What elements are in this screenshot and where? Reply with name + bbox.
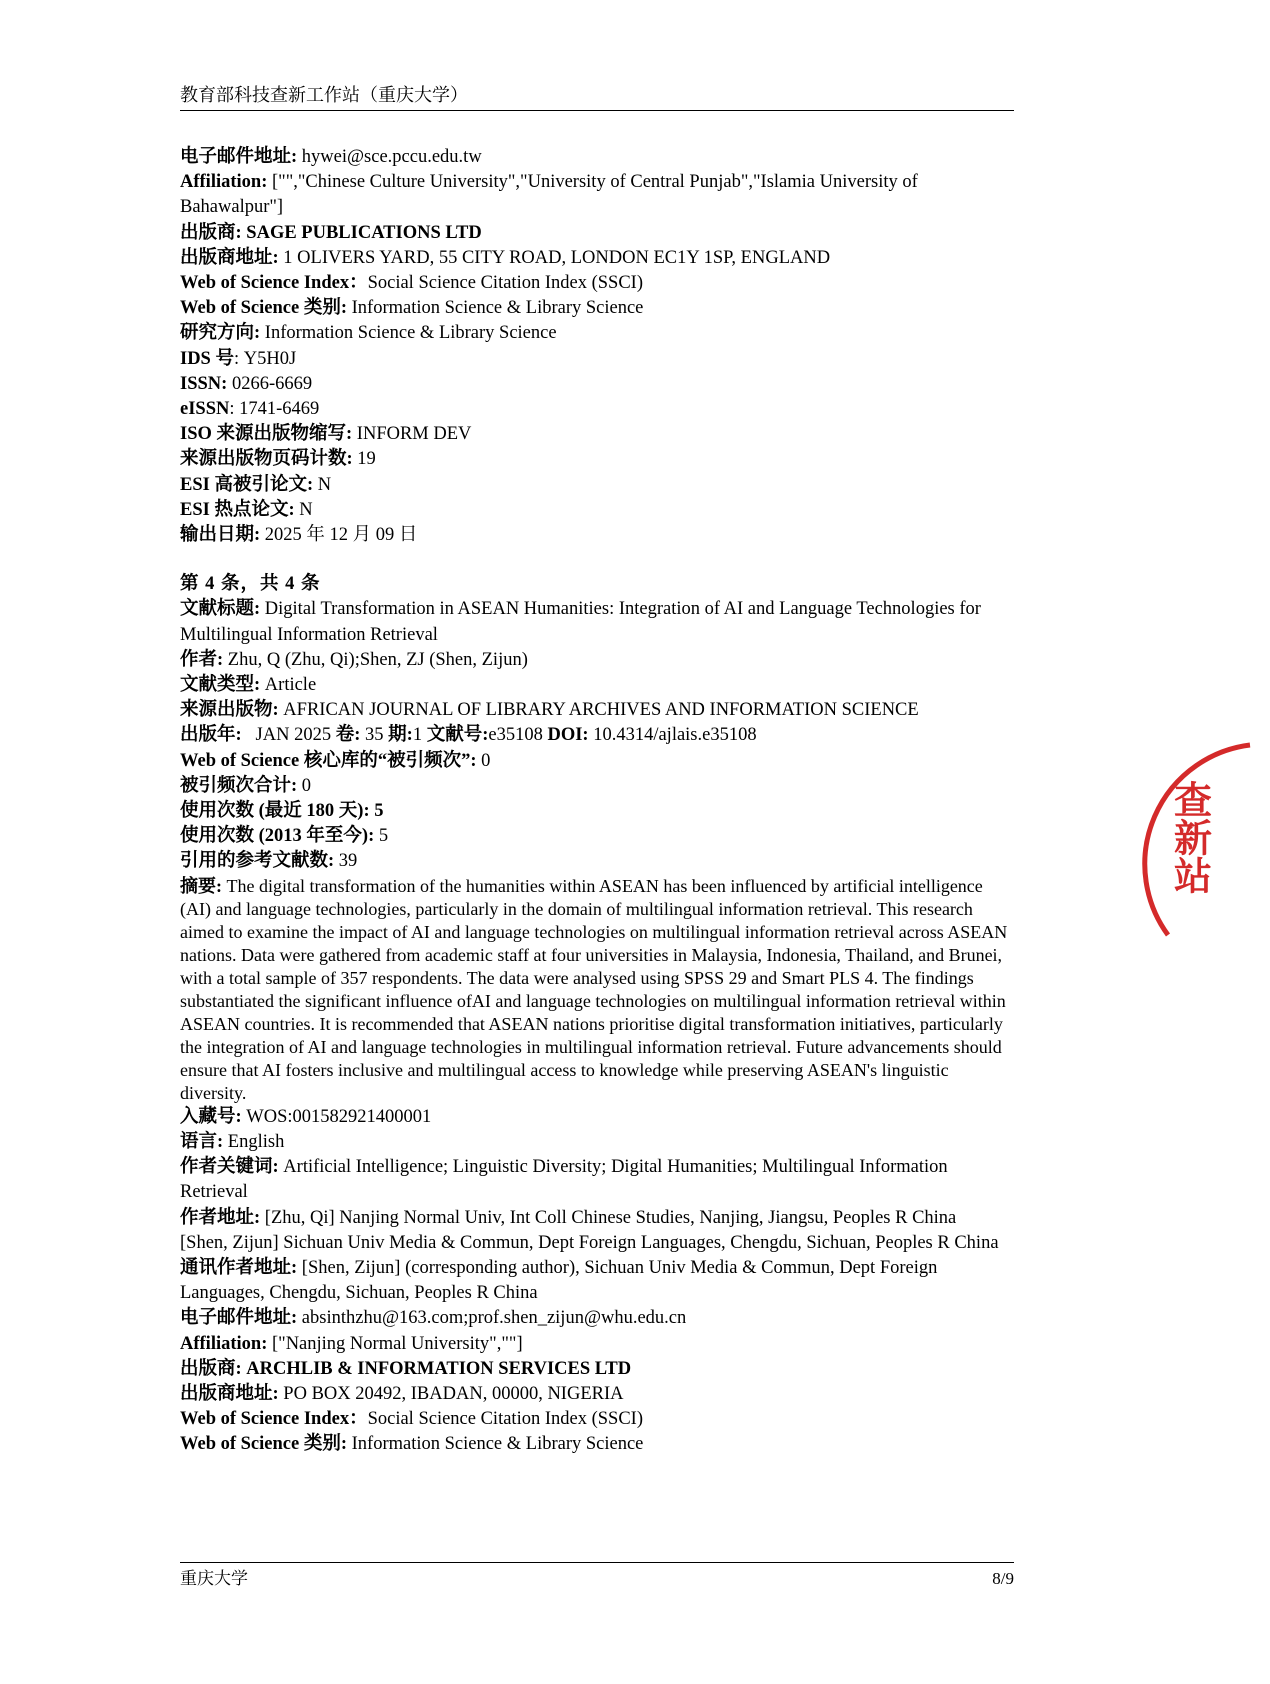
total-cites-line (180, 774, 1010, 799)
volume: 35 (365, 725, 384, 746)
wos-category-line (180, 1432, 1010, 1457)
prev-research-area-label: 研究方向: (180, 323, 261, 344)
keywords: Artificial Intelligence; Linguistic Diversity; Digital Humanities; Multilingual Information Retrieval (180, 1157, 948, 1203)
prev-email-label: 电子邮件地址: (180, 147, 298, 167)
prev-esi-hot: N (299, 499, 313, 520)
prev-export-date-label: 输出日期: (180, 525, 261, 546)
prev-export-date: 2025 年 12 月 09 日 (264, 525, 418, 546)
language-label: 语言: (180, 1131, 224, 1152)
prev-affiliation-line (180, 170, 1010, 220)
email-label: 电子邮件地址: (180, 1308, 298, 1329)
prev-esi-highly-cited-label: ESI 高被引论文: (180, 474, 314, 495)
prev-pages-line (180, 447, 1010, 472)
abstract-label: 摘要: (180, 875, 222, 896)
document-body (180, 145, 1010, 1458)
issue: 1 (412, 725, 423, 746)
footer-org: 重庆大学 (180, 1569, 248, 1588)
corr-line (180, 1256, 1010, 1306)
page-footer (180, 1562, 1014, 1590)
wos-cites-line (180, 749, 1010, 774)
source: AFRICAN JOURNAL OF LIBRARY ARCHIVES AND INFORMATION SCIENCE (283, 700, 919, 721)
pubinfo-line (180, 723, 1010, 748)
refs-label: 引用的参考文献数: (180, 851, 335, 872)
refs: 39 (338, 851, 358, 872)
abstract-text: The digital transformation of the humanities within ASEAN has been influenced by artificial intelligence (AI) and language technologies, particularly in the domain of multilingual information retrieval. This research aimed to examine the impact of AI and language technologies on multilingual information retrieval across ASEAN nations. Data were gathered from academic staff at four universities in Malaysia, Indonesia, Thailand, and Brunei, with a total sample of 357 respondents. The data were analysed using SPSS 29 and Smart PLS 4. The findings substantiated the significant influence ofAI and language technologies on multilingual information retrieval within ASEAN countries. It is recommended that ASEAN nations prioritise digital transformation initiatives, particularly the integration of AI and language technologies in multilingual information retrieval. Future advancements should ensure that AI fosters inclusive and multilingual access to knowledge while preserving ASEAN's linguistic diversity. (180, 875, 1008, 1103)
prev-ids-label: IDS 号 (180, 348, 234, 369)
wos-index-line (180, 1407, 1010, 1432)
prev-publisher-label: 出版商: (180, 222, 242, 243)
prev-pages-label: 来源出版物页码计数: (180, 449, 353, 470)
article-no: e35108 (488, 725, 543, 746)
prev-esi-highly-cited: N (317, 474, 332, 495)
usage-180: 5 (374, 801, 384, 822)
prev-publisher-address: 1 OLIVERS YARD, 55 CITY ROAD, LONDON EC1Y 1SP, ENGLAND (283, 247, 831, 268)
affiliation-label: Affiliation: (180, 1333, 268, 1354)
prev-iso-label: ISO 来源出版物缩写: (180, 424, 353, 445)
prev-eissn-label: eISSN (180, 399, 230, 420)
address-2: [Shen, Zijun] Sichuan Univ Media & Commun, Dept Foreign Languages, Chengdu, Sichuan, Peoples R China (180, 1232, 999, 1253)
wos-cites: 0 (481, 750, 491, 771)
prev-wos-category-label: Web of Science 类别: (180, 298, 347, 319)
abstract-line (180, 875, 1010, 1105)
corr-label: 通讯作者地址: (180, 1257, 298, 1278)
prev-issn: 0266-6669 (231, 373, 313, 394)
prev-iso: INFORM DEV (356, 424, 472, 445)
refs-line (180, 849, 1010, 874)
corr-address: [Shen, Zijun] (corresponding author), Sichuan Univ Media & Commun, Dept Foreign Languages, Chengdu, Sichuan, Peoples R China (180, 1257, 938, 1304)
address-label: 作者地址: (180, 1207, 261, 1228)
address-line-1 (180, 1206, 1010, 1231)
usage-2013: 5 (378, 826, 389, 847)
wos-category-label: Web of Science 类别: (180, 1434, 347, 1455)
prev-pages: 19 (357, 449, 376, 470)
address-1: [Zhu, Qi] Nanjing Normal Univ, Int Coll Chinese Studies, Nanjing, Jiangsu, Peoples R China (264, 1207, 957, 1228)
doc-type: Article (264, 675, 317, 696)
usage-2013-line (180, 824, 1010, 849)
header-title: 教育部科技查新工作站（重庆大学） (180, 85, 468, 105)
publisher-label: 出版商: (180, 1358, 242, 1379)
email: absinthzhu@163.com;prof.shen_zijun@whu.edu.cn (301, 1308, 687, 1329)
source-label: 来源出版物: (180, 700, 279, 721)
issue-label: 期: (388, 725, 413, 746)
page-header (180, 84, 1014, 111)
year-label: 出版年: (180, 725, 242, 746)
doc-type-line (180, 673, 1010, 698)
accession-line (180, 1105, 1010, 1130)
usage-180-line (180, 799, 1010, 824)
authors: Zhu, Q (Zhu, Qi);Shen, ZJ (Shen, Zijun) (227, 649, 528, 670)
year: JAN 2025 (255, 725, 332, 746)
prev-esi-hot-label: ESI 热点论文: (180, 499, 295, 520)
red-seal-stamp (1130, 740, 1270, 980)
stamp-text: 查新站 (1167, 780, 1213, 894)
total-cites-label: 被引频次合计: (180, 775, 298, 796)
doc-type-label: 文献类型: (180, 675, 261, 696)
prev-wos-index: Social Science Citation Index (SSCI) (367, 273, 643, 294)
affiliation: ["Nanjing Normal University",""] (271, 1333, 523, 1354)
prev-iso-line (180, 422, 1010, 447)
prev-publisher-address-label: 出版商地址: (180, 247, 279, 268)
prev-wos-index-label: Web of Science Index： (180, 273, 368, 294)
publisher-address-line (180, 1382, 1010, 1407)
wos-category: Information Science & Library Science (351, 1434, 644, 1455)
volume-label: 卷: (335, 725, 361, 746)
prev-esi-hot-line (180, 498, 1010, 523)
prev-publisher-line (180, 221, 1010, 246)
publisher-line (180, 1357, 1010, 1382)
prev-affiliation: ["","Chinese Culture University","University of Central Punjab","Islamia University of Bahawalpur"] (180, 172, 918, 218)
language-line (180, 1130, 1010, 1155)
source-line (180, 698, 1010, 723)
keywords-label: 作者关键词: (180, 1157, 279, 1178)
language: English (227, 1131, 285, 1152)
prev-research-area: Information Science & Library Science (264, 323, 557, 344)
wos-index-label: Web of Science Index： (180, 1409, 368, 1430)
prev-ids-line (180, 347, 1010, 372)
prev-ids: : Y5H0J (233, 348, 297, 369)
prev-issn-line (180, 372, 1010, 397)
doi: 10.4314/ajlais.e35108 (593, 725, 757, 746)
email-line (180, 1306, 1010, 1331)
article-no-label: 文献号: (426, 725, 489, 746)
article-title: Digital Transformation in ASEAN Humanities: Integration of AI and Language Technologies for Multilingual Information Retrieval (180, 599, 981, 645)
record-heading: 第 4 条，共 4 条 (180, 574, 321, 595)
wos-cites-label: Web of Science 核心库的“被引频次”: (180, 750, 477, 771)
prev-publisher: SAGE PUBLICATIONS LTD (246, 222, 482, 243)
usage-2013-label: 使用次数 (2013 年至今): (180, 826, 375, 847)
prev-esi-highly-cited-line (180, 473, 1010, 498)
prev-eissn-line (180, 397, 1010, 422)
affiliation-line (180, 1332, 1010, 1357)
prev-wos-category-line (180, 296, 1010, 321)
authors-line (180, 648, 1010, 673)
keywords-line (180, 1155, 1010, 1205)
publisher-address-label: 出版商地址: (180, 1383, 279, 1404)
prev-wos-index-line (180, 271, 1010, 296)
title-label: 文献标题: (180, 599, 261, 620)
prev-email: hywei@sce.pccu.edu.tw (301, 147, 482, 167)
accession: WOS:001582921400001 (246, 1106, 432, 1127)
doi-label: DOI: (547, 725, 589, 746)
prev-email-line (180, 145, 1010, 170)
title-line (180, 597, 1010, 647)
prev-export-date-line (180, 523, 1010, 548)
total-cites: 0 (301, 775, 312, 796)
prev-wos-category: Information Science & Library Science (351, 298, 644, 319)
prev-affiliation-label: Affiliation: (180, 172, 268, 193)
prev-research-area-line (180, 321, 1010, 346)
publisher: ARCHLIB & INFORMATION SERVICES LTD (246, 1358, 632, 1379)
usage-180-label: 使用次数 (最近 180 天): (180, 801, 370, 822)
authors-label: 作者: (180, 649, 224, 670)
wos-index: Social Science Citation Index (SSCI) (367, 1409, 643, 1430)
page-number: 8/9 (992, 1569, 1014, 1588)
publisher-address: PO BOX 20492, IBADAN, 00000, NIGERIA (283, 1383, 624, 1404)
prev-issn-label: ISSN: (180, 373, 228, 394)
accession-label: 入藏号: (180, 1106, 242, 1127)
prev-publisher-address-line (180, 246, 1010, 271)
prev-eissn: : 1741-6469 (229, 399, 320, 420)
address-line-2 (180, 1231, 1010, 1256)
